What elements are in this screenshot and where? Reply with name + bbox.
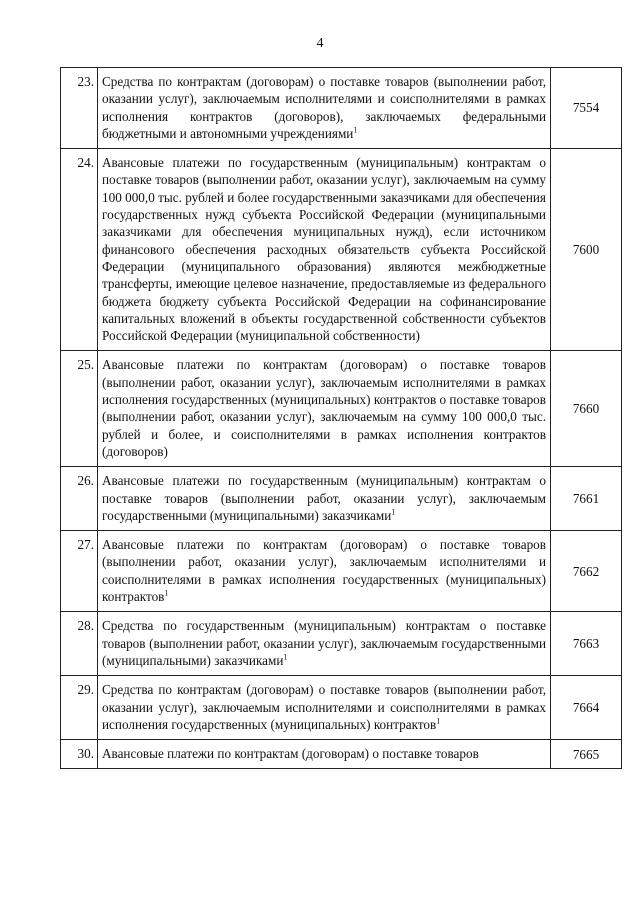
row-number: 27. [61,531,98,612]
footnote-marker: 1 [391,507,396,517]
table-row [61,68,622,149]
row-description [98,676,551,740]
row-description-text: Авансовые платежи по государственным (муниципальным) контрактам о поставке товаров (выполнении работ, оказании услуг), заключаемым государственными (муниципальными) заказчиками [102,473,546,523]
row-number: 28. [61,612,98,676]
row-number: 25. [61,351,98,467]
row-description-text: Средства по контрактам (договорам) о поставке товаров (выполнении работ, оказании услуг), заключаемым исполнителями и соисполнителями в рамках исполнения контрактов (договоров), заключаемых федеральными бюджетными и автономными учреждениями [102,74,546,141]
row-description [98,351,551,467]
row-code: 7662 [551,531,622,612]
row-description [98,531,551,612]
table-row [61,612,622,676]
row-description [98,467,551,531]
footnote-marker: 1 [353,125,358,135]
footnote-marker: 1 [436,716,441,726]
row-description-text: Средства по контрактам (договорам) о поставке товаров (выполнении работ, оказании услуг), заключаемым исполнителями и соисполнителями в рамках исполнения государственных (муниципальных) контрактов [102,682,546,732]
row-code: 7661 [551,467,622,531]
row-number: 26. [61,467,98,531]
row-description [98,612,551,676]
footnote-marker: 1 [283,652,288,662]
row-code: 7665 [551,740,622,769]
table-row [61,740,622,769]
row-code: 7554 [551,68,622,149]
page-number: 4 [316,36,324,51]
table-row [61,149,622,351]
table-row [61,531,622,612]
row-number: 24. [61,149,98,351]
row-code: 7663 [551,612,622,676]
footnote-marker: 1 [164,588,169,598]
row-number: 23. [61,68,98,149]
row-description-text: Авансовые платежи по государственным (муниципальным) контрактам о поставке товаров (выполнении работ, оказании услуг), заключаемым на сумму 100 000,0 тыс. рублей и более государственными заказчиками для обеспечения государственных нужд субъекта Российской Федерации (муниципальными заказчиками для обеспечения муниципальных нужд), если источником финансового обеспечения расходных обязательств субъекта Российской Федерации (муниципального образования) являются межбюджетные трансферты, имеющие целевое назначение, предоставляемые из федерального бюджета бюджету субъекта Российской Федерации на софинансирование капитальных вложений в объекты государственной собственности субъектов Российской Федерации (муниципальной собственности) [102,155,546,344]
row-description-text: Средства по государственным (муниципальным) контрактам о поставке товаров (выполнении работ, оказании услуг), заключаемым государственными (муниципальными) заказчиками [102,618,546,668]
table-row [61,351,622,467]
row-code: 7660 [551,351,622,467]
row-code: 7664 [551,676,622,740]
row-description [98,740,551,769]
codes-table [60,67,622,769]
row-description-text: Авансовые платежи по контрактам (договорам) о поставке товаров (выполнении работ, оказании услуг), заключаемым исполнителями и соисполнителями в рамках исполнения государственных (муниципальных) контрактов [102,537,546,605]
row-code: 7600 [551,149,622,351]
row-description-text: Авансовые платежи по контрактам (договорам) о поставке товаров (выполнении работ, оказании услуг), заключаемым исполнителями в рамках исполнения государственных (муниципальных) контрактов о поставке товаров (выполнении работ, оказании услуг), заключаемым на сумму 100 000,0 тыс. рублей и более, и соисполнителями в рамках исполнения контрактов (договоров) [102,357,546,459]
table-row [61,676,622,740]
table-row [61,467,622,531]
row-description [98,68,551,149]
row-description-text: Авансовые платежи по контрактам (договорам) о поставке товаров [102,746,479,762]
row-number: 30. [61,740,98,769]
row-description [98,149,551,351]
row-number: 29. [61,676,98,740]
